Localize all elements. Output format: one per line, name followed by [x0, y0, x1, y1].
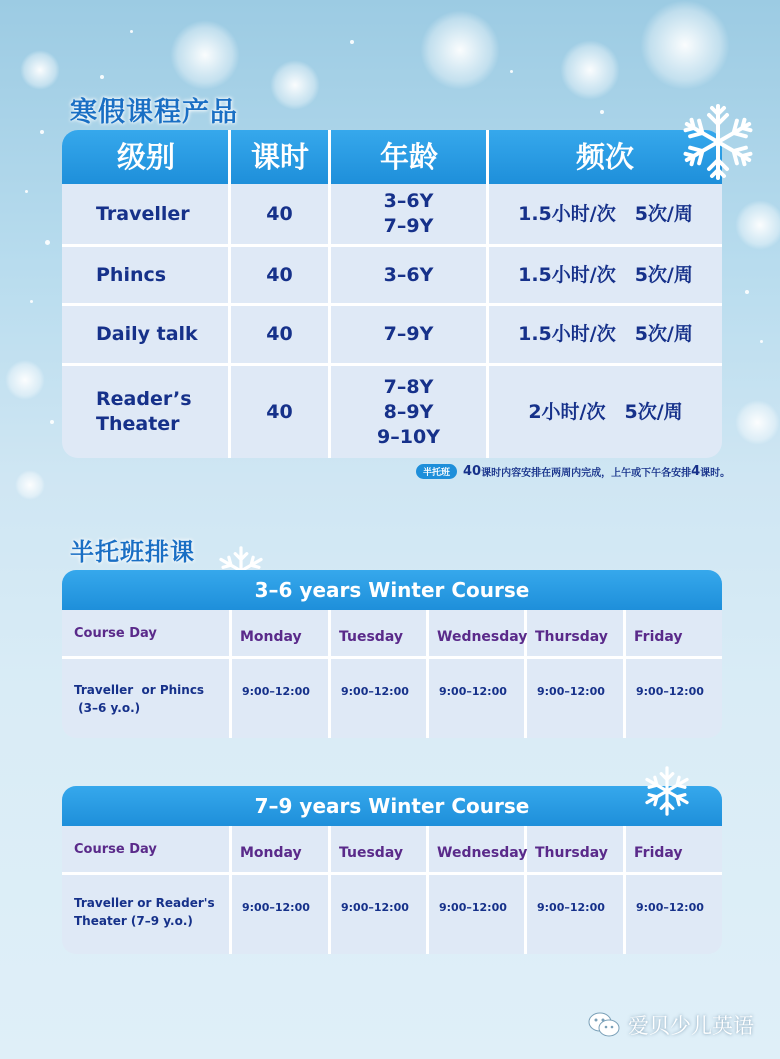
- level-cell: Reader’s Theater: [96, 388, 192, 435]
- age-cell: [331, 366, 486, 458]
- age-value: 3–6Y: [383, 190, 434, 212]
- account-name: 爱贝少儿英语: [628, 1014, 754, 1038]
- schedule-table-title: 3–6 years Winter Course: [62, 570, 722, 610]
- schedule-table-7-9: [62, 786, 722, 954]
- header-age: 年龄: [379, 140, 438, 174]
- age-cell: [331, 184, 486, 244]
- day-wednesday: Wednesday: [437, 629, 528, 645]
- day-thursday: Thursday: [535, 629, 608, 645]
- frequency-cell: 1.5小时/次 5次/周: [518, 263, 693, 286]
- day-thursday: Thursday: [535, 845, 608, 861]
- age-value: 8–9Y: [383, 400, 434, 423]
- level-cell: Daily talk: [96, 323, 198, 345]
- header-level: 级别: [116, 140, 175, 174]
- snowflake-icon: [676, 100, 760, 184]
- header-hours: 课时: [250, 140, 309, 174]
- age-cell: 7–9Y: [383, 323, 434, 345]
- course-day-label: Course Day: [74, 841, 157, 857]
- day-tuesday: Tuesday: [339, 629, 403, 645]
- hours-cell: 40: [266, 323, 293, 345]
- course-name: Traveller or Phincs (3–6 y.o.): [74, 682, 205, 715]
- day-tuesday: Tuesday: [339, 845, 403, 861]
- course-products-title: 寒假课程产品: [70, 97, 238, 128]
- schedule-table-3-6: [62, 570, 722, 738]
- note-text: 课时内容安排在两周内完成，上午或下午各安排: [481, 468, 692, 479]
- hours-cell: 40: [266, 202, 293, 225]
- course-name: Traveller or Reader's Theater (7–9 y.o.): [74, 896, 215, 928]
- frequency-cell: 1.5小时/次 5次/周: [518, 323, 693, 345]
- time-slot: 9:00–12:00: [439, 901, 507, 914]
- time-slot: 9:00–12:00: [537, 685, 605, 698]
- header-frequency: 频次: [575, 140, 634, 174]
- time-slot: 9:00–12:00: [341, 685, 409, 698]
- time-slot: 9:00–12:00: [636, 901, 704, 914]
- time-slot: 9:00–12:00: [636, 685, 704, 698]
- age-value: 9–10Y: [377, 425, 440, 448]
- note-text: 课时。: [700, 468, 731, 479]
- day-monday: Monday: [240, 845, 302, 861]
- time-slot: 9:00–12:00: [341, 901, 409, 914]
- hours-cell: 40: [266, 400, 293, 423]
- course-day-label: Course Day: [74, 625, 157, 641]
- frequency-cell: 2小时/次 5次/周: [528, 400, 683, 423]
- note-number: 4: [691, 464, 701, 479]
- day-friday: Friday: [634, 845, 683, 861]
- age-value: 7–8Y: [383, 375, 434, 398]
- snowflake-icon: [640, 764, 694, 818]
- time-slot: 9:00–12:00: [242, 685, 310, 698]
- course-products-table: [62, 130, 722, 458]
- half-day-note: [416, 464, 730, 479]
- wechat-account-footer: [588, 1010, 754, 1040]
- half-day-badge: 半托班: [416, 464, 457, 479]
- schedule-title: 半托班排课: [70, 538, 195, 566]
- level-cell: Traveller: [96, 202, 190, 225]
- day-friday: Friday: [634, 629, 683, 645]
- time-slot: 9:00–12:00: [537, 901, 605, 914]
- note-number: 40: [463, 464, 482, 479]
- day-monday: Monday: [240, 629, 302, 645]
- time-slot: 9:00–12:00: [439, 685, 507, 698]
- age-value: 7–9Y: [383, 215, 434, 237]
- hours-cell: 40: [266, 263, 293, 286]
- wechat-icon: [588, 1012, 620, 1038]
- level-cell: Phincs: [96, 263, 167, 286]
- frequency-cell: 1.5小时/次 5次/周: [518, 202, 693, 225]
- day-wednesday: Wednesday: [437, 845, 528, 861]
- age-cell: 3–6Y: [383, 263, 434, 286]
- schedule-table-title: 7–9 years Winter Course: [62, 786, 722, 826]
- time-slot: 9:00–12:00: [242, 901, 310, 914]
